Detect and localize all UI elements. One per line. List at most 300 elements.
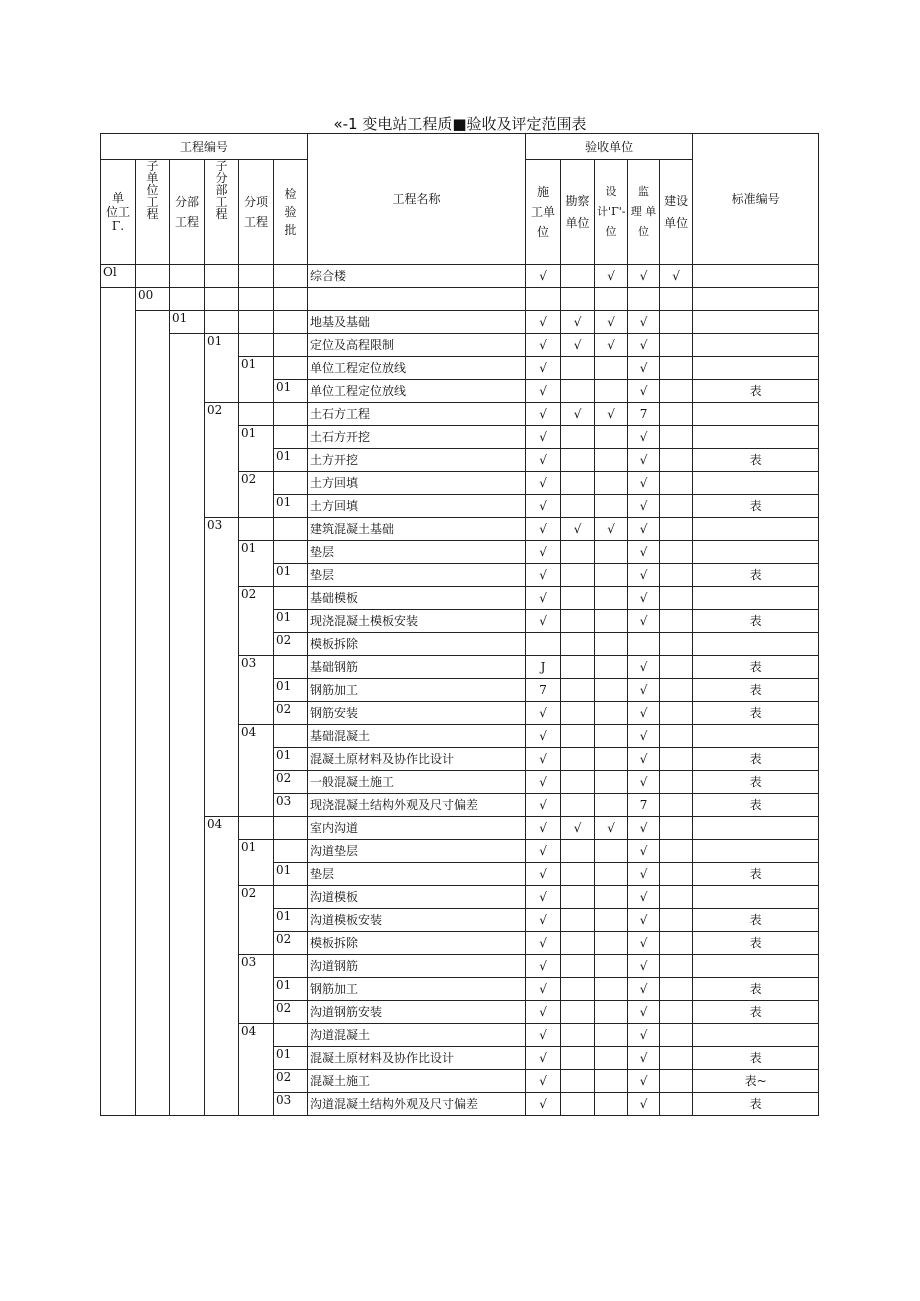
project-name-cell: 土方回填 xyxy=(308,472,526,495)
project-name-cell: 沟道钢筋 xyxy=(308,955,526,978)
check-mark-cell xyxy=(595,978,628,1001)
code-sub-division: 02 xyxy=(205,403,239,518)
check-mark-cell xyxy=(595,1001,628,1024)
check-mark-cell xyxy=(595,472,628,495)
project-name-cell: 地基及基础 xyxy=(308,311,526,334)
check-mark-cell xyxy=(595,610,628,633)
project-name-cell: 沟道混凝土 xyxy=(308,1024,526,1047)
check-mark-cell xyxy=(561,909,595,932)
code-item: 02 xyxy=(239,587,274,656)
check-mark-cell: √ xyxy=(526,978,561,1001)
code-batch xyxy=(274,426,308,449)
header-unit: 单 位工 Γ. xyxy=(101,160,136,265)
check-mark-cell xyxy=(660,403,693,426)
check-mark-cell xyxy=(595,794,628,817)
check-mark-cell: √ xyxy=(628,426,660,449)
check-mark-cell: √ xyxy=(526,702,561,725)
code-sub-division: 04 xyxy=(205,817,239,1116)
code-batch: 03 xyxy=(274,794,308,817)
project-name-cell: 垫层 xyxy=(308,564,526,587)
check-mark-cell xyxy=(660,426,693,449)
project-name-cell: 模板拆除 xyxy=(308,932,526,955)
standard-code-cell: 表 xyxy=(693,380,819,403)
check-mark-cell xyxy=(595,1093,628,1116)
check-mark-cell xyxy=(561,1001,595,1024)
code-sub-division: 03 xyxy=(205,518,239,817)
code-item: 02 xyxy=(239,886,274,955)
check-mark-cell xyxy=(660,288,693,311)
project-name-cell: 基础模板 xyxy=(308,587,526,610)
code-batch: 02 xyxy=(274,1070,308,1093)
standard-code-cell: 表~ xyxy=(693,1070,819,1093)
standard-code-cell xyxy=(693,403,819,426)
check-mark-cell xyxy=(660,1093,693,1116)
project-name-cell: 基础钢筋 xyxy=(308,656,526,679)
code-division: 01 xyxy=(170,311,205,334)
check-mark-cell: √ xyxy=(628,886,660,909)
standard-code-cell: 表 xyxy=(693,909,819,932)
check-mark-cell: √ xyxy=(628,932,660,955)
check-mark-cell: √ xyxy=(561,334,595,357)
check-mark-cell xyxy=(595,426,628,449)
check-mark-cell: √ xyxy=(526,449,561,472)
check-mark-cell: √ xyxy=(628,978,660,1001)
check-mark-cell xyxy=(595,725,628,748)
header-design: 设 计'Γ'- 位 xyxy=(595,160,628,265)
check-mark-cell xyxy=(660,472,693,495)
check-mark-cell: √ xyxy=(526,748,561,771)
standard-code-cell: 表 xyxy=(693,748,819,771)
check-mark-cell xyxy=(561,541,595,564)
check-mark-cell xyxy=(526,288,561,311)
standard-code-cell xyxy=(693,311,819,334)
code-item: 03 xyxy=(239,955,274,1024)
project-name-cell: 单位工程定位放线 xyxy=(308,357,526,380)
table-row xyxy=(101,334,819,357)
check-mark-cell xyxy=(660,840,693,863)
code-division xyxy=(170,265,205,288)
code-batch xyxy=(274,334,308,357)
standard-code-cell: 表 xyxy=(693,449,819,472)
check-mark-cell xyxy=(660,656,693,679)
check-mark-cell: √ xyxy=(628,541,660,564)
standard-code-cell xyxy=(693,1024,819,1047)
check-mark-cell xyxy=(561,633,595,656)
check-mark-cell: √ xyxy=(628,817,660,840)
code-batch: 01 xyxy=(274,564,308,587)
check-mark-cell: √ xyxy=(628,1047,660,1070)
check-mark-cell xyxy=(595,1024,628,1047)
code-batch: 01 xyxy=(274,495,308,518)
check-mark-cell: √ xyxy=(628,725,660,748)
project-name-cell: 沟道混凝土结构外观及尺寸偏差 xyxy=(308,1093,526,1116)
check-mark-cell: √ xyxy=(561,403,595,426)
code-batch xyxy=(274,817,308,840)
standard-code-cell: 表 xyxy=(693,564,819,587)
check-mark-cell xyxy=(595,495,628,518)
standard-code-cell xyxy=(693,955,819,978)
code-batch xyxy=(274,403,308,426)
check-mark-cell: √ xyxy=(526,610,561,633)
check-mark-cell: √ xyxy=(628,380,660,403)
standard-code-cell xyxy=(693,725,819,748)
code-batch: 02 xyxy=(274,771,308,794)
standard-code-cell xyxy=(693,633,819,656)
check-mark-cell xyxy=(561,357,595,380)
project-name-cell xyxy=(308,288,526,311)
code-batch xyxy=(274,311,308,334)
check-mark-cell: √ xyxy=(526,1093,561,1116)
check-mark-cell xyxy=(595,541,628,564)
check-mark-cell: √ xyxy=(526,587,561,610)
check-mark-cell xyxy=(595,886,628,909)
check-mark-cell: √ xyxy=(595,817,628,840)
project-name-cell: 土石方开挖 xyxy=(308,426,526,449)
check-mark-cell: √ xyxy=(628,656,660,679)
check-mark-cell: √ xyxy=(526,932,561,955)
check-mark-cell: √ xyxy=(526,863,561,886)
check-mark-cell: √ xyxy=(526,380,561,403)
check-mark-cell: √ xyxy=(526,1070,561,1093)
check-mark-cell: √ xyxy=(628,334,660,357)
check-mark-cell: J xyxy=(526,656,561,679)
check-mark-cell xyxy=(660,357,693,380)
check-mark-cell xyxy=(561,1093,595,1116)
header-supervision: 监 理 单 位 xyxy=(628,160,660,265)
code-item: 04 xyxy=(239,725,274,817)
check-mark-cell xyxy=(561,587,595,610)
header-batch: 检 验 批 xyxy=(274,160,308,265)
header-item: 分项 工程 xyxy=(239,160,274,265)
check-mark-cell: √ xyxy=(628,449,660,472)
check-mark-cell xyxy=(595,564,628,587)
project-name-cell: 模板拆除 xyxy=(308,633,526,656)
table-row xyxy=(101,518,819,541)
project-name-cell: 单位工程定位放线 xyxy=(308,380,526,403)
check-mark-cell xyxy=(660,449,693,472)
check-mark-cell xyxy=(660,817,693,840)
code-division xyxy=(170,288,205,311)
check-mark-cell xyxy=(660,495,693,518)
check-mark-cell: √ xyxy=(526,541,561,564)
check-mark-cell xyxy=(561,725,595,748)
code-item xyxy=(239,311,274,334)
project-name-cell: 沟道模板安装 xyxy=(308,909,526,932)
check-mark-cell: √ xyxy=(628,311,660,334)
check-mark-cell xyxy=(526,633,561,656)
check-mark-cell xyxy=(595,587,628,610)
check-mark-cell: √ xyxy=(628,564,660,587)
code-sub-division xyxy=(205,288,239,311)
check-mark-cell: √ xyxy=(628,265,660,288)
header-division: 分部 工程 xyxy=(170,160,205,265)
check-mark-cell xyxy=(561,840,595,863)
check-mark-cell xyxy=(595,702,628,725)
check-mark-cell xyxy=(595,771,628,794)
check-mark-cell: √ xyxy=(628,1024,660,1047)
header-sub-division: 子 分 部 工 程 xyxy=(205,160,239,265)
code-batch xyxy=(274,518,308,541)
code-batch: 02 xyxy=(274,932,308,955)
header-survey: 勘察 单位 xyxy=(561,160,595,265)
check-mark-cell xyxy=(595,288,628,311)
code-item: 02 xyxy=(239,472,274,518)
check-mark-cell xyxy=(561,863,595,886)
code-batch: 01 xyxy=(274,978,308,1001)
code-batch xyxy=(274,541,308,564)
check-mark-cell xyxy=(660,748,693,771)
check-mark-cell: √ xyxy=(628,679,660,702)
code-batch: 03 xyxy=(274,1093,308,1116)
check-mark-cell: √ xyxy=(526,955,561,978)
check-mark-cell xyxy=(660,679,693,702)
code-sub-unit: 00 xyxy=(136,288,170,311)
code-item xyxy=(239,403,274,426)
check-mark-cell xyxy=(595,633,628,656)
check-mark-cell: √ xyxy=(526,817,561,840)
check-mark-cell xyxy=(660,334,693,357)
standard-code-cell xyxy=(693,426,819,449)
check-mark-cell xyxy=(660,311,693,334)
check-mark-cell xyxy=(595,863,628,886)
header-project-code: 工程编号 xyxy=(101,134,308,160)
check-mark-cell xyxy=(561,449,595,472)
check-mark-cell xyxy=(561,288,595,311)
code-unit xyxy=(101,288,136,1116)
code-sub-unit xyxy=(136,265,170,288)
check-mark-cell xyxy=(660,932,693,955)
check-mark-cell: √ xyxy=(561,311,595,334)
check-mark-cell: √ xyxy=(628,1001,660,1024)
code-batch: 01 xyxy=(274,863,308,886)
table-row xyxy=(101,265,819,288)
header-standard: 标准编号 xyxy=(693,134,819,265)
check-mark-cell: 7 xyxy=(628,794,660,817)
code-batch xyxy=(274,955,308,978)
check-mark-cell xyxy=(595,449,628,472)
standard-code-cell: 表 xyxy=(693,679,819,702)
check-mark-cell xyxy=(595,679,628,702)
check-mark-cell: √ xyxy=(526,794,561,817)
standard-code-cell: 表 xyxy=(693,1047,819,1070)
standard-code-cell: 表 xyxy=(693,656,819,679)
code-batch xyxy=(274,472,308,495)
code-batch xyxy=(274,587,308,610)
code-item: 01 xyxy=(239,357,274,403)
code-batch: 01 xyxy=(274,449,308,472)
check-mark-cell xyxy=(561,656,595,679)
code-sub-division xyxy=(205,311,239,334)
code-batch xyxy=(274,357,308,380)
check-mark-cell xyxy=(660,794,693,817)
check-mark-cell: 7 xyxy=(628,403,660,426)
table-row xyxy=(101,817,819,840)
check-mark-cell: √ xyxy=(526,1001,561,1024)
code-batch: 02 xyxy=(274,1001,308,1024)
standard-code-cell: 表 xyxy=(693,771,819,794)
check-mark-cell xyxy=(660,587,693,610)
check-mark-cell: √ xyxy=(526,265,561,288)
header-construction: 施 工单 位 xyxy=(526,160,561,265)
check-mark-cell xyxy=(595,656,628,679)
check-mark-cell: √ xyxy=(595,334,628,357)
check-mark-cell xyxy=(660,610,693,633)
standard-code-cell: 表 xyxy=(693,794,819,817)
standard-code-cell xyxy=(693,840,819,863)
check-mark-cell xyxy=(628,288,660,311)
check-mark-cell: √ xyxy=(561,817,595,840)
check-mark-cell: √ xyxy=(628,840,660,863)
code-item xyxy=(239,265,274,288)
standard-code-cell xyxy=(693,587,819,610)
check-mark-cell xyxy=(660,1024,693,1047)
check-mark-cell: √ xyxy=(595,265,628,288)
check-mark-cell: √ xyxy=(526,886,561,909)
code-item: 01 xyxy=(239,840,274,886)
code-batch: 02 xyxy=(274,702,308,725)
code-item xyxy=(239,817,274,840)
project-name-cell: 现浇混凝土模板安装 xyxy=(308,610,526,633)
standard-code-cell: 表 xyxy=(693,702,819,725)
check-mark-cell xyxy=(660,725,693,748)
code-item: 04 xyxy=(239,1024,274,1116)
check-mark-cell: √ xyxy=(526,426,561,449)
code-batch: 01 xyxy=(274,610,308,633)
check-mark-cell: √ xyxy=(526,334,561,357)
check-mark-cell xyxy=(561,932,595,955)
check-mark-cell: √ xyxy=(526,771,561,794)
project-name-cell: 混凝土施工 xyxy=(308,1070,526,1093)
check-mark-cell xyxy=(561,495,595,518)
check-mark-cell xyxy=(595,1070,628,1093)
check-mark-cell xyxy=(660,380,693,403)
table-row xyxy=(101,311,819,334)
code-item xyxy=(239,288,274,311)
code-batch: 02 xyxy=(274,633,308,656)
code-batch: 01 xyxy=(274,380,308,403)
code-batch xyxy=(274,656,308,679)
check-mark-cell: √ xyxy=(595,403,628,426)
check-mark-cell: √ xyxy=(628,1070,660,1093)
project-name-cell: 现浇混凝土结构外观及尺寸偏差 xyxy=(308,794,526,817)
check-mark-cell: √ xyxy=(526,725,561,748)
check-mark-cell xyxy=(660,1001,693,1024)
code-batch xyxy=(274,265,308,288)
standard-code-cell: 表 xyxy=(693,1001,819,1024)
check-mark-cell xyxy=(660,702,693,725)
project-name-cell: 钢筋加工 xyxy=(308,679,526,702)
check-mark-cell: √ xyxy=(628,495,660,518)
table-row xyxy=(101,288,819,311)
check-mark-cell xyxy=(561,610,595,633)
check-mark-cell: √ xyxy=(561,518,595,541)
project-name-cell: 土石方工程 xyxy=(308,403,526,426)
check-mark-cell: √ xyxy=(628,610,660,633)
check-mark-cell xyxy=(561,955,595,978)
standard-code-cell: 表 xyxy=(693,1093,819,1116)
check-mark-cell xyxy=(595,955,628,978)
check-mark-cell xyxy=(561,771,595,794)
code-batch xyxy=(274,886,308,909)
check-mark-cell: √ xyxy=(628,702,660,725)
code-item xyxy=(239,518,274,541)
check-mark-cell xyxy=(595,748,628,771)
check-mark-cell: √ xyxy=(628,909,660,932)
standard-code-cell: 表 xyxy=(693,610,819,633)
project-name-cell: 建筑混凝土基础 xyxy=(308,518,526,541)
header-sub-unit: 子 单 位 工 程 xyxy=(136,160,170,265)
check-mark-cell xyxy=(561,564,595,587)
project-name-cell: 土方回填 xyxy=(308,495,526,518)
check-mark-cell: √ xyxy=(526,564,561,587)
check-mark-cell xyxy=(660,564,693,587)
check-mark-cell xyxy=(561,380,595,403)
project-name-cell: 室内沟道 xyxy=(308,817,526,840)
check-mark-cell: √ xyxy=(628,587,660,610)
header-acceptance: 验收单位 xyxy=(526,134,693,160)
code-batch: 01 xyxy=(274,909,308,932)
table-row xyxy=(101,403,819,426)
project-name-cell: 定位及高程限制 xyxy=(308,334,526,357)
code-item: 01 xyxy=(239,541,274,587)
project-name-cell: 一般混凝土施工 xyxy=(308,771,526,794)
check-mark-cell: 7 xyxy=(526,679,561,702)
check-mark-cell xyxy=(660,771,693,794)
project-name-cell: 土方开挖 xyxy=(308,449,526,472)
code-sub-division: 01 xyxy=(205,334,239,403)
check-mark-cell xyxy=(561,886,595,909)
check-mark-cell xyxy=(561,794,595,817)
check-mark-cell: √ xyxy=(595,518,628,541)
project-name-cell: 沟道钢筋安装 xyxy=(308,1001,526,1024)
code-sub-unit xyxy=(136,311,170,1116)
check-mark-cell: √ xyxy=(526,472,561,495)
code-division xyxy=(170,334,205,1116)
project-name-cell: 综合楼 xyxy=(308,265,526,288)
header-name: 工程名称 xyxy=(308,134,526,265)
code-batch: 01 xyxy=(274,1047,308,1070)
project-name-cell: 基础混凝土 xyxy=(308,725,526,748)
code-unit: Ol xyxy=(101,265,136,288)
check-mark-cell xyxy=(561,978,595,1001)
code-batch: 01 xyxy=(274,748,308,771)
check-mark-cell xyxy=(660,1047,693,1070)
check-mark-cell: √ xyxy=(526,840,561,863)
standard-code-cell: 表 xyxy=(693,932,819,955)
standard-code-cell xyxy=(693,472,819,495)
check-mark-cell xyxy=(595,932,628,955)
check-mark-cell: √ xyxy=(526,357,561,380)
code-item: 03 xyxy=(239,656,274,725)
check-mark-cell xyxy=(628,633,660,656)
check-mark-cell: √ xyxy=(526,403,561,426)
project-name-cell: 沟道垫层 xyxy=(308,840,526,863)
standard-code-cell xyxy=(693,334,819,357)
code-batch xyxy=(274,840,308,863)
check-mark-cell xyxy=(595,1047,628,1070)
check-mark-cell: √ xyxy=(628,357,660,380)
project-name-cell: 混凝土原材料及协作比设计 xyxy=(308,748,526,771)
check-mark-cell xyxy=(660,955,693,978)
check-mark-cell: √ xyxy=(628,748,660,771)
standard-code-cell xyxy=(693,817,819,840)
page-title: «-1 变电站工程质■验收及评定范围表 xyxy=(333,115,587,133)
check-mark-cell xyxy=(595,380,628,403)
project-name-cell: 沟道模板 xyxy=(308,886,526,909)
check-mark-cell xyxy=(595,357,628,380)
check-mark-cell xyxy=(660,1070,693,1093)
code-batch xyxy=(274,725,308,748)
